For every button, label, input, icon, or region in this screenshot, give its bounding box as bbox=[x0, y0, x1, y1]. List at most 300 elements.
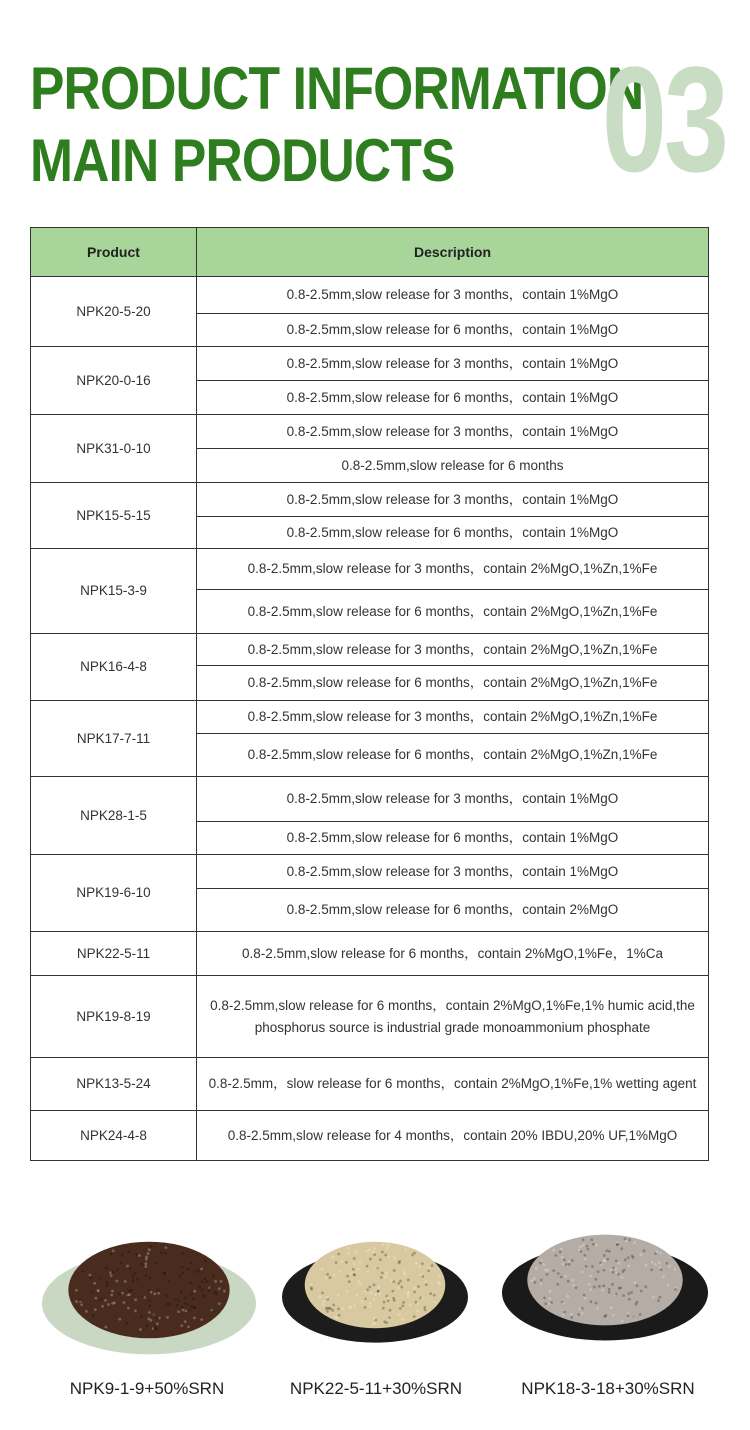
granule-speck bbox=[379, 1258, 382, 1261]
column-header-description: Description bbox=[197, 228, 709, 277]
granule-speck bbox=[588, 1283, 591, 1286]
granule-speck bbox=[393, 1269, 396, 1272]
granule-speck bbox=[111, 1290, 114, 1293]
granule-speck bbox=[674, 1288, 677, 1291]
granule-speck bbox=[610, 1306, 613, 1309]
granule-speck bbox=[174, 1298, 177, 1301]
description-cell: 0.8-2.5mm,slow release for 3 months，contain 2%MgO,1%Zn,1%Fe bbox=[197, 634, 709, 666]
granule-speck bbox=[404, 1248, 407, 1251]
granule-speck bbox=[539, 1261, 542, 1264]
granule-speck bbox=[321, 1291, 324, 1294]
table-row bbox=[31, 932, 709, 976]
section-number: 03 bbox=[602, 35, 726, 203]
granule-speck bbox=[387, 1244, 390, 1247]
granule-speck bbox=[152, 1327, 155, 1330]
granule-speck bbox=[112, 1249, 115, 1252]
granule-speck bbox=[375, 1266, 378, 1269]
granule-speck bbox=[583, 1294, 586, 1297]
granule-speck bbox=[80, 1303, 83, 1306]
granule-speck bbox=[180, 1291, 183, 1294]
granule-speck bbox=[559, 1251, 562, 1254]
granule-speck bbox=[384, 1254, 387, 1257]
granule-speck bbox=[147, 1252, 150, 1255]
granule-speck bbox=[593, 1286, 596, 1289]
granule-speck bbox=[654, 1263, 657, 1266]
description-cell: 0.8-2.5mm,slow release for 6 months，contain 2%MgO,1%Fe,1% humic acid,the phosphorus source is industrial grade monoammonium phosphate bbox=[197, 976, 709, 1058]
granule-speck bbox=[567, 1280, 570, 1283]
granule-speck bbox=[92, 1314, 95, 1317]
granule-speck bbox=[392, 1280, 395, 1283]
description-cell: 0.8-2.5mm,slow release for 3 months，contain 2%MgO,1%Zn,1%Fe bbox=[197, 549, 709, 590]
granule-speck bbox=[377, 1286, 380, 1289]
granule-speck bbox=[385, 1272, 388, 1275]
granule-speck bbox=[627, 1264, 630, 1267]
granule-speck bbox=[352, 1273, 355, 1276]
granule-speck bbox=[338, 1314, 341, 1317]
description-cell: 0.8-2.5mm,slow release for 6 months，contain 2%MgO,1%Zn,1%Fe bbox=[197, 666, 709, 701]
granule-speck bbox=[374, 1293, 377, 1296]
granule-speck bbox=[612, 1271, 615, 1274]
granule-speck bbox=[621, 1270, 624, 1273]
granule-speck bbox=[421, 1275, 424, 1278]
table-row bbox=[31, 415, 709, 449]
granule-speck bbox=[212, 1310, 215, 1313]
granule-speck bbox=[353, 1262, 356, 1265]
granule-speck bbox=[214, 1280, 217, 1283]
granule-speck bbox=[182, 1271, 185, 1274]
granule-speck bbox=[582, 1244, 585, 1247]
granule-speck bbox=[373, 1283, 376, 1286]
granule-speck bbox=[603, 1254, 606, 1257]
granule-speck bbox=[612, 1266, 615, 1269]
granule-speck bbox=[166, 1316, 169, 1319]
granule-speck bbox=[364, 1306, 367, 1309]
granule-speck bbox=[369, 1258, 372, 1261]
granule-speck bbox=[587, 1248, 590, 1251]
granule-speck bbox=[337, 1294, 340, 1297]
granule-speck bbox=[141, 1295, 144, 1298]
granule-speck bbox=[535, 1267, 538, 1270]
granule-speck bbox=[148, 1299, 151, 1302]
granule-speck bbox=[220, 1280, 223, 1283]
granule-speck bbox=[104, 1326, 107, 1329]
granule-speck bbox=[348, 1280, 351, 1283]
granule-speck bbox=[153, 1292, 156, 1295]
description-cell: 0.8-2.5mm,slow release for 3 months，contain 1%MgO bbox=[197, 277, 709, 314]
granule-speck bbox=[582, 1239, 585, 1242]
granule-speck bbox=[110, 1274, 113, 1277]
granule-speck bbox=[176, 1304, 179, 1307]
granule-speck bbox=[643, 1249, 646, 1252]
description-cell: 0.8-2.5mm,slow release for 6 months，contain 2%MgO,1%Zn,1%Fe bbox=[197, 590, 709, 634]
granule-speck bbox=[201, 1280, 204, 1283]
granule-speck bbox=[333, 1274, 336, 1277]
granule-speck bbox=[407, 1279, 410, 1282]
granule-speck bbox=[134, 1272, 137, 1275]
granule-speck bbox=[193, 1290, 196, 1293]
granule-speck bbox=[134, 1298, 137, 1301]
granule-speck bbox=[616, 1243, 619, 1246]
granule-speck bbox=[118, 1318, 121, 1321]
granule-speck bbox=[401, 1318, 404, 1321]
granule-speck bbox=[388, 1316, 391, 1319]
granule-speck bbox=[190, 1262, 193, 1265]
granule-speck bbox=[183, 1302, 186, 1305]
granule-speck bbox=[157, 1292, 160, 1295]
description-cell: 0.8-2.5mm,slow release for 6 months，contain 2%MgO,1%Fe，1%Ca bbox=[197, 932, 709, 976]
granule-speck bbox=[366, 1265, 369, 1268]
granule-speck bbox=[385, 1295, 388, 1298]
granule-speck bbox=[407, 1295, 410, 1298]
granule-speck bbox=[205, 1280, 208, 1283]
granule-speck bbox=[369, 1302, 372, 1305]
granule-speck bbox=[144, 1265, 147, 1268]
granule-speck bbox=[424, 1308, 427, 1311]
granule-speck bbox=[123, 1301, 126, 1304]
granule-speck bbox=[601, 1289, 604, 1292]
granule-speck bbox=[126, 1265, 129, 1268]
granule-speck bbox=[659, 1296, 662, 1299]
granule-speck bbox=[373, 1247, 376, 1250]
granule-speck bbox=[89, 1274, 92, 1277]
granule-speck bbox=[578, 1249, 581, 1252]
product-name-cell: NPK19-8-19 bbox=[31, 976, 197, 1058]
granule-speck bbox=[209, 1286, 212, 1289]
granule-speck bbox=[611, 1283, 614, 1286]
granule-speck bbox=[361, 1300, 364, 1303]
granule-speck bbox=[387, 1299, 390, 1302]
granule-speck bbox=[145, 1256, 148, 1259]
granule-speck bbox=[75, 1300, 78, 1303]
granule-speck bbox=[585, 1265, 588, 1268]
table-body bbox=[31, 277, 709, 1161]
description-cell: 0.8-2.5mm,slow release for 6 months，contain 1%MgO bbox=[197, 381, 709, 415]
granule-speck bbox=[552, 1249, 555, 1252]
granule-speck bbox=[370, 1291, 373, 1294]
table-row bbox=[31, 634, 709, 666]
granule-speck bbox=[617, 1262, 620, 1265]
granule-speck bbox=[584, 1297, 587, 1300]
granule-speck bbox=[624, 1237, 627, 1240]
granule-speck bbox=[425, 1283, 428, 1286]
granule-speck bbox=[631, 1315, 634, 1318]
granule-speck bbox=[218, 1287, 221, 1290]
granule-speck bbox=[163, 1272, 166, 1275]
granule-speck bbox=[192, 1306, 195, 1309]
granule-speck bbox=[192, 1297, 195, 1300]
granule-speck bbox=[110, 1253, 113, 1256]
granule-speck bbox=[111, 1271, 114, 1274]
granule-speck bbox=[187, 1268, 190, 1271]
granule-speck bbox=[433, 1301, 436, 1304]
granule-speck bbox=[121, 1292, 124, 1295]
granule-speck bbox=[557, 1272, 560, 1275]
product-name-cell: NPK19-6-10 bbox=[31, 855, 197, 932]
product-name-cell: NPK20-0-16 bbox=[31, 347, 197, 415]
granule-speck bbox=[622, 1294, 625, 1297]
granule-speck bbox=[630, 1291, 633, 1294]
granule-speck bbox=[194, 1270, 197, 1273]
granule-speck bbox=[562, 1313, 565, 1316]
description-cell: 0.8-2.5mm,slow release for 3 months，contain 1%MgO bbox=[197, 347, 709, 381]
granule-speck bbox=[413, 1291, 416, 1294]
granule-speck bbox=[212, 1275, 215, 1278]
product-table bbox=[30, 227, 709, 1161]
granule-speck bbox=[75, 1289, 78, 1292]
granule-speck bbox=[662, 1275, 665, 1278]
product-name-cell: NPK15-3-9 bbox=[31, 549, 197, 634]
product-image-plate bbox=[500, 1217, 710, 1343]
granule-speck bbox=[381, 1272, 384, 1275]
table-row bbox=[31, 483, 709, 517]
description-cell: 0.8-2.5mm,slow release for 6 months，contain 2%MgO,1%Zn,1%Fe bbox=[197, 734, 709, 777]
granule-speck bbox=[191, 1293, 194, 1296]
granule-speck bbox=[533, 1277, 536, 1280]
granule-speck bbox=[386, 1247, 389, 1250]
granule-speck bbox=[581, 1312, 584, 1315]
granule-speck bbox=[659, 1266, 662, 1269]
granule-speck bbox=[639, 1313, 642, 1316]
granule-speck bbox=[387, 1255, 390, 1258]
granule-speck bbox=[548, 1297, 551, 1300]
granule-speck bbox=[121, 1254, 124, 1257]
product-name-cell: NPK20-5-20 bbox=[31, 277, 197, 347]
granule-speck bbox=[598, 1285, 601, 1288]
granule-speck bbox=[373, 1298, 376, 1301]
granule-speck bbox=[349, 1306, 352, 1309]
granule-speck bbox=[628, 1298, 631, 1301]
granule-speck bbox=[141, 1263, 144, 1266]
granule-speck bbox=[329, 1276, 332, 1279]
granule-speck bbox=[203, 1295, 206, 1298]
granule-speck bbox=[423, 1306, 426, 1309]
granule-speck bbox=[608, 1250, 611, 1253]
granule-speck bbox=[373, 1253, 376, 1256]
granule-speck bbox=[340, 1260, 343, 1263]
granule-speck bbox=[542, 1263, 545, 1266]
product-name-cell: NPK13-5-24 bbox=[31, 1058, 197, 1111]
granule-speck bbox=[134, 1310, 137, 1313]
granule-plate-graphic bbox=[280, 1225, 470, 1345]
granule-speck bbox=[326, 1298, 329, 1301]
granule-speck bbox=[126, 1322, 129, 1325]
granule-speck bbox=[347, 1247, 350, 1250]
granule-speck bbox=[651, 1261, 654, 1264]
granule-speck bbox=[570, 1313, 573, 1316]
granule-speck bbox=[148, 1305, 151, 1308]
product-caption: NPK18-3-18+30%SRN bbox=[521, 1379, 695, 1398]
granule-speck bbox=[668, 1265, 671, 1268]
granule-speck bbox=[128, 1293, 131, 1296]
granule-speck bbox=[140, 1315, 143, 1318]
granule-speck bbox=[546, 1273, 549, 1276]
product-name-cell: NPK16-4-8 bbox=[31, 634, 197, 701]
granule-speck bbox=[148, 1289, 151, 1292]
granule-speck bbox=[153, 1313, 156, 1316]
granule-speck bbox=[365, 1250, 368, 1253]
granule-speck bbox=[154, 1262, 157, 1265]
granule-speck bbox=[367, 1270, 370, 1273]
granule-speck bbox=[180, 1324, 183, 1327]
granule-speck bbox=[413, 1315, 416, 1318]
granule-speck bbox=[156, 1322, 159, 1325]
granule-speck bbox=[106, 1281, 109, 1284]
granule-speck bbox=[165, 1246, 168, 1249]
granule-speck bbox=[223, 1290, 226, 1293]
granule-speck bbox=[547, 1269, 550, 1272]
granule-speck bbox=[94, 1308, 97, 1311]
granule-speck bbox=[94, 1297, 97, 1300]
granule-speck bbox=[127, 1251, 130, 1254]
granule-speck bbox=[321, 1268, 324, 1271]
granule-speck bbox=[561, 1256, 564, 1259]
granule-speck bbox=[627, 1256, 630, 1259]
granule-speck bbox=[605, 1249, 608, 1252]
granule-speck bbox=[583, 1257, 586, 1260]
granule-speck bbox=[346, 1290, 349, 1293]
granule-speck bbox=[556, 1283, 559, 1286]
granule-speck bbox=[615, 1271, 618, 1274]
granule-speck bbox=[347, 1252, 350, 1255]
granule-speck bbox=[119, 1262, 122, 1265]
granule-speck bbox=[589, 1288, 592, 1291]
granule-speck bbox=[640, 1253, 643, 1256]
granule-speck bbox=[563, 1311, 566, 1314]
granule-speck bbox=[568, 1263, 571, 1266]
product-name-cell: NPK31-0-10 bbox=[31, 415, 197, 483]
granule-speck bbox=[592, 1243, 595, 1246]
granule-speck bbox=[586, 1245, 589, 1248]
description-cell: 0.8-2.5mm,slow release for 6 months，contain 1%MgO bbox=[197, 517, 709, 549]
granule-speck bbox=[177, 1310, 180, 1313]
granule-speck bbox=[560, 1276, 563, 1279]
product-name-cell: NPK28-1-5 bbox=[31, 777, 197, 855]
granule-speck bbox=[310, 1288, 313, 1291]
table-row bbox=[31, 701, 709, 734]
granule-speck bbox=[656, 1250, 659, 1253]
granule-speck bbox=[628, 1239, 631, 1242]
product-image-plate bbox=[40, 1223, 258, 1357]
granule-speck bbox=[185, 1309, 188, 1312]
granule-speck bbox=[353, 1257, 356, 1260]
granule-speck bbox=[335, 1261, 338, 1264]
granule-speck bbox=[164, 1251, 167, 1254]
granule-speck bbox=[590, 1300, 593, 1303]
granule-speck bbox=[603, 1269, 606, 1272]
granule-speck bbox=[543, 1296, 546, 1299]
granule-speck bbox=[391, 1290, 394, 1293]
description-cell: 0.8-2.5mm,slow release for 3 months，contain 1%MgO bbox=[197, 415, 709, 449]
granule-speck bbox=[368, 1305, 371, 1308]
granule-speck bbox=[136, 1278, 139, 1281]
granule-plate-graphic bbox=[40, 1223, 258, 1357]
granule-speck bbox=[105, 1267, 108, 1270]
granule-speck bbox=[201, 1289, 204, 1292]
granule-speck bbox=[606, 1258, 609, 1261]
granule-speck bbox=[181, 1306, 184, 1309]
granule-speck bbox=[124, 1280, 127, 1283]
granule-speck bbox=[618, 1287, 621, 1290]
granule-speck bbox=[129, 1267, 132, 1270]
granule-speck bbox=[438, 1282, 441, 1285]
granule-speck bbox=[431, 1264, 434, 1267]
granule-speck bbox=[331, 1309, 334, 1312]
table-row bbox=[31, 1058, 709, 1111]
granule-speck bbox=[144, 1262, 147, 1265]
granule-speck bbox=[178, 1299, 181, 1302]
granule-speck bbox=[636, 1301, 639, 1304]
granule-speck bbox=[403, 1273, 406, 1276]
granule-speck bbox=[438, 1275, 441, 1278]
granule-speck bbox=[566, 1295, 569, 1298]
granule-speck bbox=[377, 1290, 380, 1293]
granule-speck bbox=[139, 1328, 142, 1331]
granule-speck bbox=[595, 1302, 598, 1305]
granule-speck bbox=[355, 1294, 358, 1297]
granule-speck bbox=[91, 1291, 94, 1294]
granule-speck bbox=[393, 1257, 396, 1260]
granule-speck bbox=[118, 1293, 121, 1296]
granule-speck bbox=[148, 1311, 151, 1314]
granule-speck bbox=[157, 1289, 160, 1292]
granule-speck bbox=[571, 1279, 574, 1282]
granule-speck bbox=[131, 1275, 134, 1278]
product-caption: NPK22-5-11+30%SRN bbox=[289, 1379, 463, 1398]
granule-speck bbox=[583, 1254, 586, 1257]
granule-speck bbox=[93, 1282, 96, 1285]
granule-speck bbox=[359, 1282, 362, 1285]
granule-speck bbox=[621, 1276, 624, 1279]
table-row bbox=[31, 347, 709, 381]
granule-speck bbox=[189, 1281, 192, 1284]
granule-speck bbox=[549, 1290, 552, 1293]
granule-speck bbox=[182, 1252, 185, 1255]
granule-speck bbox=[603, 1259, 606, 1262]
description-cell: 0.8-2.5mm,slow release for 6 months，contain 2%MgO bbox=[197, 889, 709, 932]
granule-speck bbox=[390, 1279, 393, 1282]
granule-speck bbox=[341, 1307, 344, 1310]
granule-speck bbox=[657, 1299, 660, 1302]
granule-speck bbox=[346, 1275, 349, 1278]
granule-speck bbox=[381, 1251, 384, 1254]
granule-speck bbox=[381, 1243, 384, 1246]
granule-speck bbox=[193, 1316, 196, 1319]
granule-speck bbox=[389, 1309, 392, 1312]
description-cell: 0.8-2.5mm,slow release for 4 months，contain 20% IBDU,20% UF,1%MgO bbox=[197, 1111, 709, 1161]
granule-speck bbox=[530, 1279, 533, 1282]
granule-speck bbox=[415, 1301, 418, 1304]
granule-speck bbox=[146, 1324, 149, 1327]
granule-speck bbox=[215, 1293, 218, 1296]
product-name-cell: NPK22-5-11 bbox=[31, 932, 197, 976]
granule-speck bbox=[105, 1284, 108, 1287]
granule-speck bbox=[417, 1285, 420, 1288]
granule-speck bbox=[428, 1267, 431, 1270]
granule-speck bbox=[368, 1286, 371, 1289]
granule-speck bbox=[413, 1252, 416, 1255]
granule-speck bbox=[401, 1304, 404, 1307]
granule-speck bbox=[565, 1263, 568, 1266]
granule-speck bbox=[160, 1251, 163, 1254]
product-name-cell: NPK17-7-11 bbox=[31, 701, 197, 777]
granule-speck bbox=[652, 1296, 655, 1299]
granule-speck bbox=[181, 1266, 184, 1269]
granule-speck bbox=[590, 1238, 593, 1241]
granule-speck bbox=[540, 1279, 543, 1282]
granule-speck bbox=[90, 1276, 93, 1279]
product-image-plate bbox=[280, 1225, 470, 1345]
granule-speck bbox=[310, 1283, 313, 1286]
